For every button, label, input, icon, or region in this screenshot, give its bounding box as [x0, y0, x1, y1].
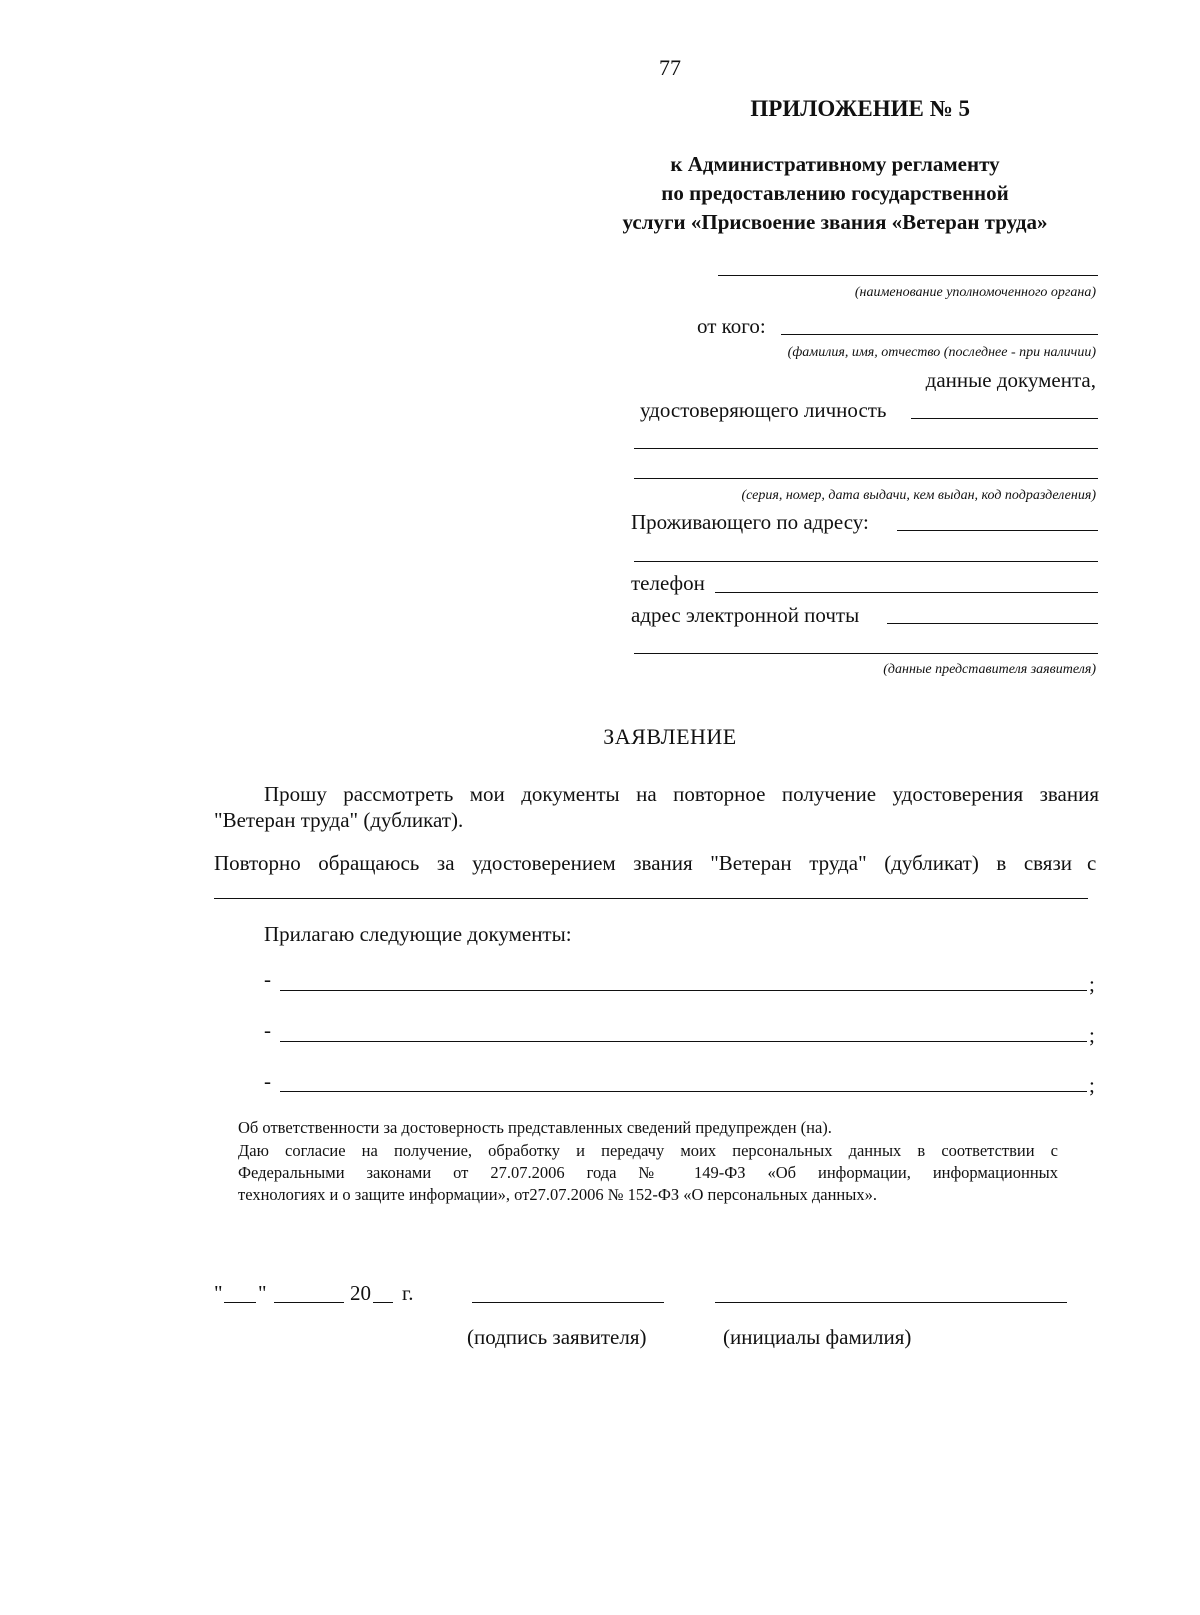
- attach-item-end-3: ;: [1089, 1073, 1095, 1097]
- id-doc-label-2: удостоверяющего личность: [640, 398, 887, 422]
- date-year-prefix: 20: [350, 1281, 371, 1305]
- id-doc-field-line-1[interactable]: [911, 418, 1098, 419]
- id-doc-label-1: данные документа,: [925, 368, 1096, 392]
- initials-line[interactable]: [715, 1302, 1067, 1303]
- appendix-subtitle-line-2: по предоставлению государственной: [661, 181, 1009, 205]
- date-quote-close: ": [258, 1281, 267, 1305]
- id-doc-field-line-3[interactable]: [634, 478, 1098, 479]
- consent-line-3: технологиях и о защите информации», от27.07.2006 № 152-ФЗ «О персональных данных».: [238, 1185, 877, 1204]
- reason-line: Повторно обращаюсь за удостоверением звания "Ветеран труда" (дубликат) в связи: [214, 851, 1072, 875]
- from-label: от кого:: [697, 314, 766, 338]
- appendix-subtitle-line-1: к Административному регламенту: [670, 152, 1000, 176]
- signature-line[interactable]: [472, 1302, 664, 1303]
- statement-title: ЗАЯВЛЕНИЕ: [603, 724, 737, 749]
- representative-field-line[interactable]: [634, 653, 1098, 654]
- request-line-2: "Ветеран труда" (дубликат).: [214, 808, 464, 832]
- phone-label: телефон: [631, 571, 705, 595]
- date-day-line[interactable]: [224, 1302, 256, 1303]
- initials-caption: (инициалы фамилия): [723, 1325, 912, 1349]
- page-number: 77: [659, 55, 681, 80]
- email-label: адрес электронной почты: [631, 603, 860, 627]
- address-label: Проживающего по адресу:: [631, 510, 869, 534]
- date-year-suffix: г.: [402, 1281, 414, 1305]
- appendix-subtitle: [575, 150, 1095, 237]
- attach-item-dash-2: -: [264, 1018, 271, 1042]
- email-field-line[interactable]: [887, 623, 1098, 624]
- signature-caption: (подпись заявителя): [467, 1325, 647, 1349]
- attach-item-end-1: ;: [1089, 972, 1095, 996]
- address-field-line-2[interactable]: [634, 561, 1098, 562]
- authority-field-line[interactable]: [718, 275, 1098, 276]
- attach-item-end-2: ;: [1089, 1023, 1095, 1047]
- attach-item-dash-3: -: [264, 1069, 271, 1093]
- appendix-title: ПРИЛОЖЕНИЕ № 5: [750, 96, 970, 121]
- request-line-1: Прошу рассмотреть мои документы на повторное получение удостоверения звания: [264, 782, 1099, 806]
- consent-line-2: Федеральными законами от 27.07.2006 года № 149-ФЗ «Об информации, информационных: [238, 1163, 1058, 1182]
- from-field-line[interactable]: [781, 334, 1098, 335]
- consent-line-1: Даю согласие на получение, обработку и передачу моих персональных данных в соответствии с: [238, 1141, 1058, 1160]
- date-year-line[interactable]: [373, 1302, 393, 1303]
- id-doc-caption: (серия, номер, дата выдачи, кем выдан, код подразделения): [741, 488, 1096, 503]
- phone-field-line[interactable]: [715, 592, 1098, 593]
- attach-label: Прилагаю следующие документы:: [264, 922, 572, 946]
- attach-item-line-2[interactable]: [280, 1041, 1087, 1042]
- representative-caption: (данные представителя заявителя): [883, 662, 1096, 677]
- authority-caption: (наименование уполномоченного органа): [854, 285, 1096, 300]
- name-caption: (фамилия, имя, отчество (последнее - при наличии): [787, 345, 1096, 360]
- responsibility-text: Об ответственности за достоверность представленных сведений предупрежден (на).: [238, 1118, 832, 1137]
- reason-field-line[interactable]: [214, 898, 1088, 899]
- attach-item-dash-1: -: [264, 967, 271, 991]
- reason-tail: с: [1087, 851, 1097, 875]
- appendix-subtitle-line-3: услуги «Присвоение звания «Ветеран труда»: [622, 210, 1048, 234]
- attach-item-line-3[interactable]: [280, 1091, 1087, 1092]
- attach-item-line-1[interactable]: [280, 990, 1087, 991]
- id-doc-field-line-2[interactable]: [634, 448, 1098, 449]
- date-quote-open: ": [214, 1281, 223, 1305]
- address-field-line-1[interactable]: [897, 530, 1098, 531]
- date-month-line[interactable]: [274, 1302, 344, 1303]
